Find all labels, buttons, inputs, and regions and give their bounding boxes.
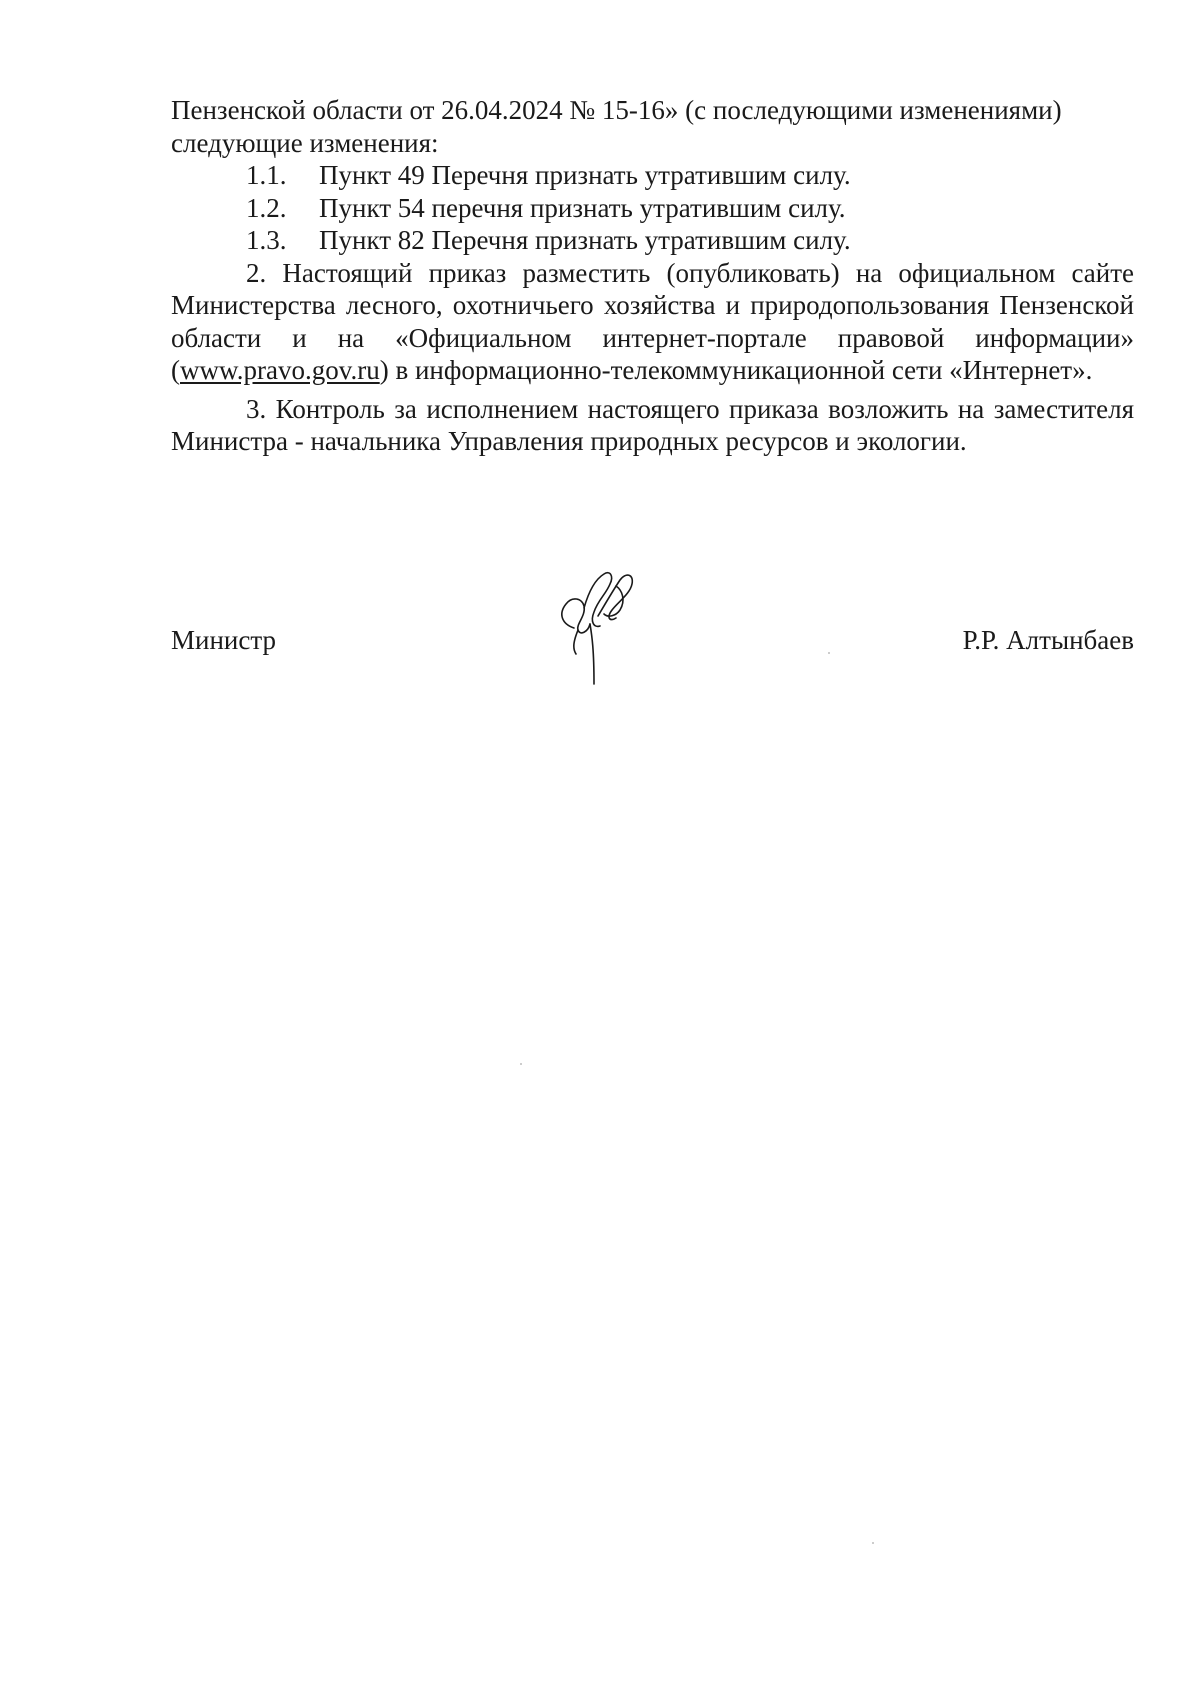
scan-speck xyxy=(872,1542,874,1544)
list-item-number: 1.1. xyxy=(246,160,287,190)
list-item-text: Пункт 49 Перечня признать утратившим силу. xyxy=(319,160,851,190)
signatory-name: Р.Р. Алтынбаев xyxy=(962,625,1134,655)
handwritten-signature xyxy=(554,566,644,686)
list-item-text: Пункт 82 Перечня признать утратившим силу. xyxy=(319,225,851,255)
publication-paragraph xyxy=(171,257,1134,387)
signature-row xyxy=(171,622,1134,662)
document-body xyxy=(171,94,1134,458)
intro-line-2: следующие изменения: xyxy=(171,127,439,158)
scan-speck xyxy=(520,1063,522,1065)
signatory-title: Министр xyxy=(171,625,276,655)
publication-text-end: ) в информационно-телекоммуникационной сети «Интернет». xyxy=(379,355,1093,385)
control-paragraph: 3. Контроль за исполнением настоящего приказа возложить на заместителя Министра - начальника Управления природных ресурсов и экологии. xyxy=(171,393,1134,456)
intro-line-1: Пензенской области от 26.04.2024 № 15-16» (с последующими изменениями) xyxy=(171,95,1062,125)
scan-speck xyxy=(828,652,830,654)
publication-text-start: 2. Настоящий приказ разместить (опубликовать) на официальном сайте Министерства лесного, охотничьего хозяйства и природопользования Пензенской области и на «Официальном интернет-портале правовой информации» ( xyxy=(171,257,1134,385)
pravo-portal-link[interactable]: www.pravo.gov.ru xyxy=(180,355,380,385)
list-item xyxy=(171,192,1134,225)
list-item-text: Пункт 54 перечня признать утратившим силу. xyxy=(319,192,846,223)
intro-paragraph xyxy=(171,94,1134,159)
list-item xyxy=(171,159,1134,192)
list-item xyxy=(171,224,1134,257)
list-item-number: 1.2. xyxy=(246,192,287,223)
list-item-number: 1.3. xyxy=(246,225,287,255)
